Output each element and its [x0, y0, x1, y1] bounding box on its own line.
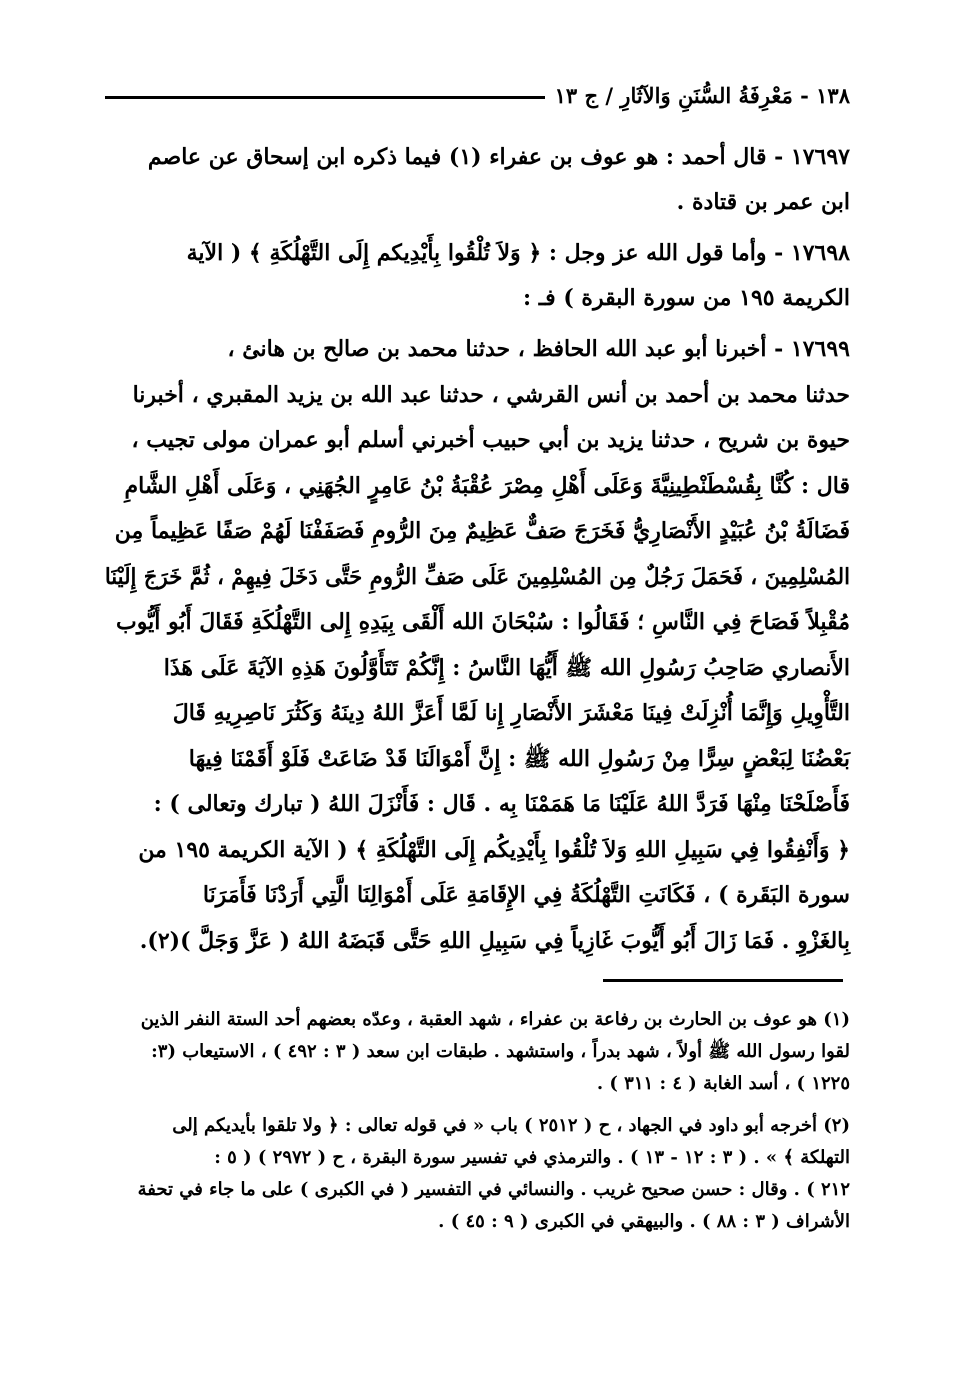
text-line: الأَنصاري صَاحِبُ رَسُولِ الله ﷺ أَيُّهَا النَّاسُ : إِنَّكُمْ تَتَأَوَّلُونَ هَذِهِ الآيَةَ عَلَى هَذَا	[163, 654, 850, 681]
text-line: بَعْضُنَا لِبَعْضٍ سِرًّا مِنْ رَسُولِ الله ﷺ : إِنَّ أَمْوَالَنَا قَدْ ضَاعَتْ فَلَوْ أَقَمْنَا فِيهَا	[188, 745, 850, 772]
text-line: مُقْبِلاً فَصَاحَ فِي النَّاسِ ؛ فَقَالُوا : سُبْحَانَ الله أَلْقَى بِيَدِهِ إِلى التَّهْلُكَةِ فَقَالَ أَبُو أَيُّوب	[116, 609, 850, 635]
text-line: بِالغَزْوِ . فَمَا زَالَ أَبُو أَيُّوبَ غَازِياً فِي سَبِيلِ اللهِ حَتَّى قَبَضَهُ اللهُ ( عَزَّ وَجَلَّ )(٢).	[139, 927, 850, 954]
footnote-line: التهلكة ﴾ » . ( ٣ : ١٢ - ١٣ ) . والترمذي في تفسير سورة البقرة ، ح ( ٢٩٧٢ ) ( ٥ :	[214, 1147, 850, 1168]
text-line: حدثنا محمد بن أحمد بن أنس القرشي ، حدثنا عبد الله بن يزيد المقبري ، أخبرنا	[132, 381, 850, 408]
text-line: قال : كُنَّا بِقُسْطَنْطِينِيَّةَ وَعَلَى أَهْلِ مِصْرَ عُقْبَةُ بْنُ عَامِرٍ الجُهَنِي ، وَعَلَى أَهْلِ الشَّامِ	[124, 472, 850, 499]
text-line: ﴿ وَأَنْفِقُوا فِي سَبِيلِ اللهِ وَلاَ تُلْقُوا بِأَيْدِيكُم إِلَى التَّهْلُكَةِ ﴾ ( الآية الكريمة ١٩٥ من	[138, 836, 850, 863]
text-line: الكريمة ١٩٥ من سورة البقرة ) فـ :	[522, 285, 850, 311]
footnote-line: ٢١٢ ) . وقال : حسن صحيح غريب . والنسائي في التفسير ( في الكبرى ) على ما جاء في تحفة	[137, 1179, 850, 1200]
footnote-line: ١٢٢٥ ) ، أسد الغابة ( ٤ : ٣١١ ) .	[596, 1073, 850, 1094]
footnote-line: الأشراف ( ٣ : ٨٨ ) . والبيهقي في الكبرى ( ٩ : ٤٥ ) .	[438, 1211, 850, 1232]
text-line: فَضَالَةُ بْنُ عُبَيْدٍ الأَنْصَارِيُّ فَخَرَجَ صَفٌّ عَظِيمٌ مِنَ الرُّومِ فَصَفَفْنَا لَهُمْ صَفًا عَظِيماً مِن	[114, 518, 850, 544]
text-line: ١٧٦٩٧ - قال أحمد : هو عوف بن عفراء (١) فيما ذكره ابن إسحاق عن عاصم	[147, 144, 850, 170]
main-text	[105, 135, 850, 970]
text-line: التَّأْوِيلِ وَإِنَّمَا أُنْزِلَتْ فِينَا مَعْشَرَ الأَنْصَارِ إِنا لَمَّا أَعَزَّ اللهُ دِينَهُ وَكَثُرَ نَاصِرِيهِ قَالَ	[172, 700, 850, 726]
text-line: المُسْلِمِينَ ، فَحَمَلَ رَجُلٌ مِن المُسْلِمِينَ عَلَى صَفِّ الرُّومِ حَتَّى دَخَلَ فِيهِمْ ، ثُمَّ خَرَجَ إِلَيْنَا	[104, 563, 850, 590]
footnote-divider	[603, 979, 843, 982]
header-rule	[105, 96, 545, 99]
footnote-line: لقوا رسول الله ﷺ أولاً ، شهد بدراً ، واستشهد . طبقات ابن سعد ( ٣ : ٤٩٢ ) ، الاستيعاب (٣:	[151, 1041, 850, 1062]
text-line: ١٧٦٩٨ - وأما قول الله عز وجل : ﴿ وَلاَ تُلْقُوا بِأَيْدِيكم إِلَى التَّهْلُكَةِ ﴾ ( الآية	[186, 240, 850, 266]
text-line: ابن عمر بن قتادة .	[676, 189, 850, 215]
text-line: فَأَصْلَحْنَا مِنْهَا فَرَدَّ اللهُ عَلَيْنَا مَا هَمَمْنَا بِه . قَال : فَأَنْزَلَ اللهُ ( تبارك وتعالى ) :	[153, 791, 850, 817]
paragraph-17699	[105, 327, 850, 964]
text-line: ١٧٦٩٩ - أخبرنا أبو عبد الله الحافظ ، حدثنا محمد بن صالح بن هانئ ،	[227, 336, 850, 362]
footnote-line: (٢) أخرجه أبو داود في الجهاد ، ح ( ٢٥١٢ ) باب « في قوله تعالى : ﴿ ولا تلقوا بأيديكم إلى	[172, 1115, 850, 1136]
running-head: ١٣٨ - مَعْرِفَةُ السُّنَنِ وَالآثَارِ / ج ١٣	[554, 82, 850, 108]
text-line: سورة البَقَرة ) ، فَكَانَتِ التَّهْلُكَةُ فِي الإِقَامَةِ عَلَى أَمْوَالِنَا الَّتِي أَرَدْنَا فَأَمَرَنَا	[202, 882, 850, 908]
paragraph-17698	[105, 231, 850, 321]
footnote-2	[105, 1110, 850, 1238]
footnote-1	[105, 1004, 850, 1100]
footnote-line: (١) هو عوف بن الحارث بن رفاعة بن عفراء ، شهد العقبة ، وعدّه بعضهم أحد الستة النفر الذين	[140, 1009, 850, 1030]
text-line: حيوة بن شريح ، حدثنا يزيد بن أبي حبيب أخبرني أسلم أبو عمران مولى تجيب ،	[131, 427, 850, 453]
footnotes	[105, 1004, 850, 1248]
page-header	[105, 78, 850, 112]
paragraph-17697	[105, 135, 850, 225]
